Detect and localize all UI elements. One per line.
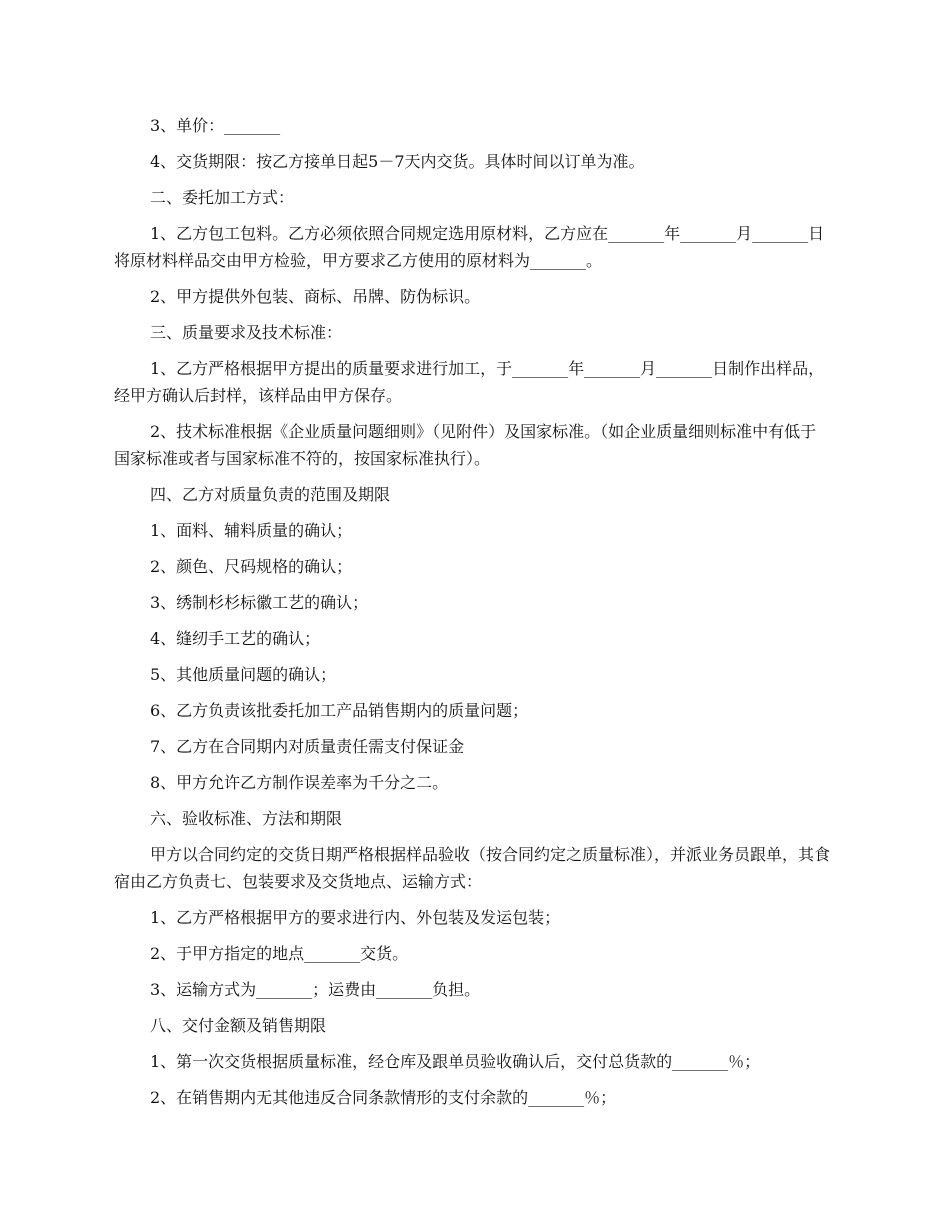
list-item-other-quality-confirmation: 5、其他质量问题的确认； bbox=[150, 665, 337, 684]
list-item-sewing-confirmation: 4、缝纫手工艺的确认； bbox=[150, 629, 321, 648]
paragraph-unit-price: 3、单价：_______ bbox=[150, 116, 281, 135]
list-item-embroidery-confirmation: 3、绣制杉杉标徽工艺的确认； bbox=[150, 593, 369, 612]
list-item-delivery-location: 2、于甲方指定的地点_______交货。 bbox=[150, 944, 409, 963]
paragraph-technical-standard: 2、技术标准根据《企业质量问题细则》（见附件）及国家标准。（如企业质量细则标准中有低于国家标准或者与国家标准不符的，按国家标准执行）。 bbox=[114, 422, 817, 468]
paragraph-sample-production: 1、乙方严格根据甲方提出的质量要求进行加工，于_______年_______月_______日制作出样品，经甲方确认后封样，该样品由甲方保存。 bbox=[114, 359, 825, 405]
list-item-sales-period-quality: 6、乙方负责该批委托加工产品销售期内的质量问题； bbox=[150, 701, 529, 720]
section-heading-payment: 八、交付金额及销售期限 bbox=[150, 1016, 327, 1035]
paragraph-acceptance-method: 甲方以合同约定的交货日期严格根据样品验收（按合同约定之质量标准），并派业务员跟单，其食宿由乙方负责七、包装要求及交货地点、运输方式： bbox=[114, 845, 831, 891]
list-item-fabric-confirmation: 1、面料、辅料质量的确认； bbox=[150, 521, 353, 540]
section-heading-processing-method: 二、委托加工方式： bbox=[150, 188, 295, 207]
paragraph-materials-supply: 1、乙方包工包料。乙方必须依照合同规定选用原材料，乙方应在_______年_______月_______日将原材料样品交由甲方检验，甲方要求乙方使用的原材料为_______。 bbox=[114, 224, 825, 270]
paragraph-packaging-supply: 2、甲方提供外包装、商标、吊牌、防伪标识。 bbox=[150, 287, 481, 306]
section-heading-quality-scope: 四、乙方对质量负责的范围及期限 bbox=[150, 485, 391, 504]
list-item-transport-method: 3、运输方式为_______；运费由_______负担。 bbox=[150, 980, 481, 999]
section-heading-quality-standards: 三、质量要求及技术标准： bbox=[150, 323, 343, 342]
section-heading-acceptance: 六、验收标准、方法和期限 bbox=[150, 809, 343, 828]
list-item-error-rate: 8、甲方允许乙方制作误差率为千分之二。 bbox=[150, 773, 449, 792]
list-item-packaging-requirement: 1、乙方严格根据甲方的要求进行内、外包装及发运包装； bbox=[150, 908, 561, 927]
list-item-quality-deposit: 7、乙方在合同期内对质量责任需支付保证金 bbox=[150, 737, 465, 756]
list-item-balance-payment: 2、在销售期内无其他违反合同条款情形的支付余款的_______％； bbox=[150, 1088, 617, 1107]
document-body bbox=[114, 112, 832, 1120]
list-item-first-payment: 1、第一次交货根据质量标准，经仓库及跟单员验收确认后，交付总货款的_______％； bbox=[150, 1052, 761, 1071]
paragraph-delivery-period: 4、交货期限：按乙方接单日起5－7天内交货。具体时间以订单为准。 bbox=[150, 152, 645, 171]
list-item-color-size-confirmation: 2、颜色、尺码规格的确认； bbox=[150, 557, 353, 576]
